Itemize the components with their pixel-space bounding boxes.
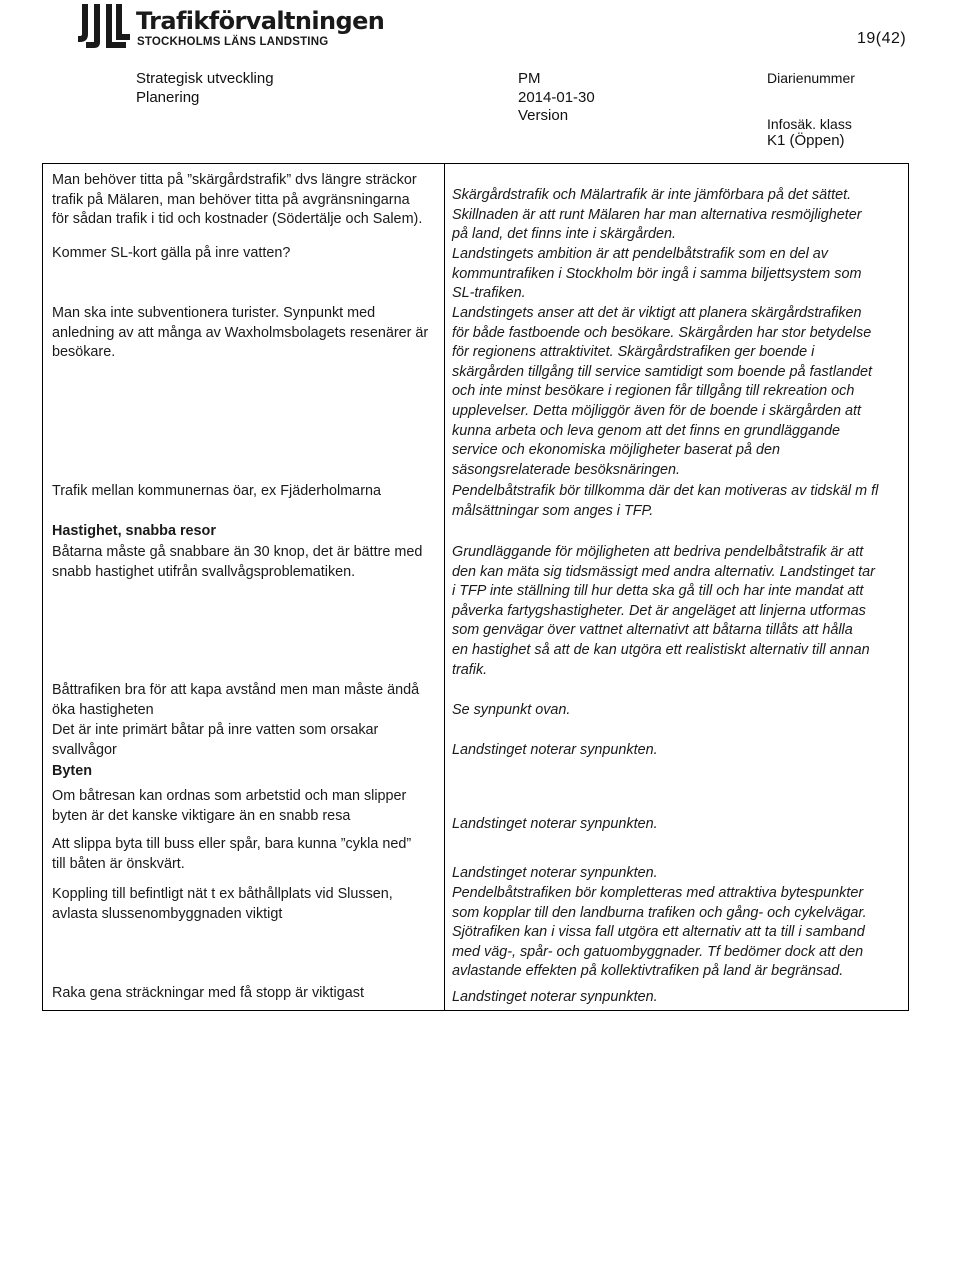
logo-subtitle: STOCKHOLMS LÄNS LANDSTING [137,36,329,48]
comment-row-4-left: Trafik mellan kommunernas öar, ex Fjäderholmarna [52,483,381,499]
comment-row-2-left: Kommer SL-kort gälla på inre vatten? [52,245,291,261]
comment-row-5-response: Grundläggande för möjligheten att bedriva pendelbåtstrafik är att den kan mäta sig tidsmässigt med andra alternativ. Landstinget tar i TFP inte ställning till hur detta ska gå till och har inte mandat att påverka fartygshastigheter. Det är angeläget att linjerna utformas som genvägar över vattnet alternativt att båtarna tillåts att hålla en hastighet så att de kan utgöra ett realistiskt alternativ till annan trafik. [452,544,875,678]
comment-row-4-response: Pendelbåtstrafik bör tillkomma där det kan motiveras av tidskäl m fl målsättningar som anges i TFP. [452,483,879,519]
trafikforvaltningen-logo [78,4,385,48]
comment-row-6-left: Båttrafiken bra för att kapa avstånd men man måste ändå öka hastigheten [52,682,420,718]
comment-row-9-response: Landstinget noterar synpunkten. [452,865,658,881]
pm-label: PM [518,70,541,87]
section: Planering [136,89,200,106]
diarienummer-label: Diarienummer [767,70,855,86]
page-number: 19(42) [857,30,907,47]
comment-row-5-left: Båtarna måste gå snabbare än 30 knop, det är bättre med snabb hastighet utifrån svallvågsproblematiken. [52,544,423,580]
document-date: 2014-01-30 [518,89,595,106]
department: Strategisk utveckling [136,70,274,87]
logo-title: Trafikförvaltningen [136,7,385,35]
classification: K1 (Öppen) [767,132,845,149]
comment-row-1-left: Man behöver titta på ”skärgårdstrafik” dvs längre sträckor trafik på Mälaren, man behöver titta på avgränsningarna för sådan trafik i tid och kostnader (Södertälje och Salem). [52,172,423,228]
section-heading-byten: Byten [52,763,92,779]
section-heading-hastighet: Hastighet, snabba resor [52,523,216,539]
comment-row-6-response: Se synpunkt ovan. [452,702,571,718]
comment-row-8-left: Om båtresan kan ordnas som arbetstid och man slipper byten är det kanske viktigare än en snabb resa [52,788,407,824]
comment-row-11-response: Landstinget noterar synpunkten. [452,989,658,1005]
comment-row-1-response: Skärgårdstrafik och Mälartrafik är inte jämförbara på det sättet. Skillnaden är att runt Mälaren har man alternativa resmöjligheter på land, det finns inte i skärgården. [452,187,862,243]
comment-row-7-left: Det är inte primärt båtar på inre vatten som orsakar svallvågor [52,722,379,758]
comment-row-8-response: Landstinget noterar synpunkten. [452,816,658,832]
comment-row-10-left: Koppling till befintligt nät t ex båthållplats vid Slussen, avlasta slussenombyggnaden viktigt [52,886,393,922]
comment-row-3-left: Man ska inte subventionera turister. Synpunkt med anledning av att många av Waxholmsbolagets resenärer är besökare. [52,305,429,361]
comment-row-2-response: Landstingets ambition är att pendelbåtstrafik som en del av kommuntrafiken i Stockholm bör ingå i samma biljettsystem som SL-trafiken. [452,246,862,302]
landsting-logo-icon [78,4,132,48]
comment-row-7-response: Landstinget noterar synpunkten. [452,742,658,758]
version-label: Version [518,107,569,124]
comment-row-10-response: Pendelbåtstrafiken bör kompletteras med attraktiva bytespunkter som kopplar till den landburna trafiken och gång- och cykelvägar. Sjötrafiken kan i vissa fall utgöra ett alternativ att ta till i samband med väg-, spår- och gatuombyggnader. Tf bedömer dock att den avlastande effekten på kollektivtrafiken på land är begränsad. [452,885,867,980]
comment-row-3-response: Landstingets anser att det är viktigt att planera skärgårdstrafiken för både fastboende och besökare. Skärgården har stor betydelse för regionens attraktivitet. Skärgårdstrafiken ger boende i skärgården tillgång till service samtidigt som boende på fastlandet och inte minst besökare i regionen får tillgång till rekreation och upplevelser. Detta möjliggör även för de boende i skärgården att kunna arbeta och leva genom att det finns en grundläggande service och ekonomiska möjligheter baserat på den säsongsrelaterade besöksnäringen. [452,305,872,478]
column-divider [444,164,445,1010]
comment-row-9-left: Att slippa byta till buss eller spår, bara kunna ”cykla ned” till båten är önskvärt. [52,836,412,872]
infosak-label: Infosäk. klass [767,116,852,132]
comment-row-11-left: Raka gena sträckningar med få stopp är viktigast [52,985,364,1001]
